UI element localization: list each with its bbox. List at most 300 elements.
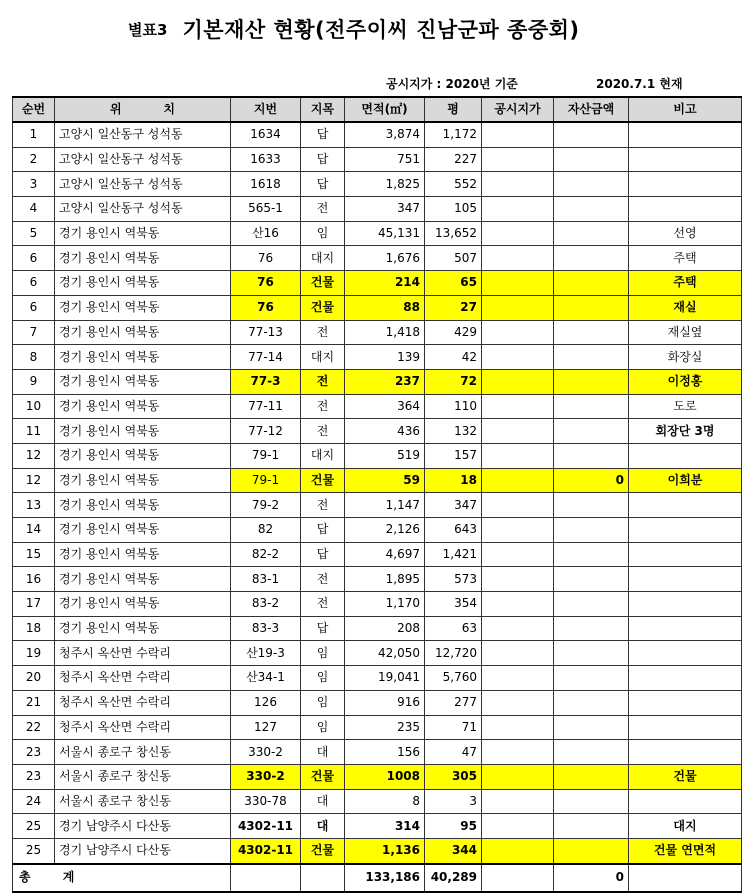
cell-area: 1,895	[345, 567, 425, 592]
cell-no: 15	[13, 542, 55, 567]
cell-location: 경기 용인시 역북동	[55, 221, 231, 246]
cell-area: 1008	[345, 764, 425, 789]
cell-lot: 330-2	[231, 764, 301, 789]
cell-location: 경기 용인시 역북동	[55, 320, 231, 345]
cell-price	[482, 690, 554, 715]
cell-no: 5	[13, 221, 55, 246]
page-title: 기본재산 현황(전주이씨 진남군파 종중회)	[182, 18, 580, 42]
cell-pyeong: 305	[425, 764, 482, 789]
cell-note	[629, 616, 742, 641]
cell-pyeong: 1,172	[425, 122, 482, 147]
cell-area: 8	[345, 789, 425, 814]
table-row	[13, 122, 742, 147]
cell-no: 19	[13, 641, 55, 666]
table-row	[13, 616, 742, 641]
cell-pyeong: 429	[425, 320, 482, 345]
cell-no: 14	[13, 518, 55, 543]
cell-lot: 79-2	[231, 493, 301, 518]
cell-lot: 76	[231, 271, 301, 296]
cell-location: 경기 용인시 역북동	[55, 345, 231, 370]
cell-category: 전	[301, 197, 345, 222]
cell-lot: 77-11	[231, 394, 301, 419]
cell-no: 11	[13, 419, 55, 444]
table-row	[13, 419, 742, 444]
cell-no: 6	[13, 271, 55, 296]
cell-note: 주택	[629, 271, 742, 296]
cell-no: 12	[13, 468, 55, 493]
cell-area: 1,170	[345, 592, 425, 617]
cell-location: 경기 용인시 역북동	[55, 443, 231, 468]
cell-price	[482, 147, 554, 172]
cell-no: 25	[13, 814, 55, 839]
col-header-category: 지목	[301, 97, 345, 122]
cell-asset: 0	[554, 468, 629, 493]
cell-lot: 산34-1	[231, 666, 301, 691]
cell-asset	[554, 814, 629, 839]
cell-location: 청주시 옥산면 수락리	[55, 690, 231, 715]
cell-area: 519	[345, 443, 425, 468]
cell-category: 임	[301, 221, 345, 246]
cell-lot: 79-1	[231, 468, 301, 493]
col-header-pyeong: 평	[425, 97, 482, 122]
table-row	[13, 468, 742, 493]
cell-no: 6	[13, 295, 55, 320]
table-row	[13, 814, 742, 839]
cell-lot: 127	[231, 715, 301, 740]
cell-pyeong: 132	[425, 419, 482, 444]
cell-no: 24	[13, 789, 55, 814]
cell-price	[482, 122, 554, 147]
cell-note	[629, 690, 742, 715]
cell-asset	[554, 542, 629, 567]
cell-location: 고양시 일산동구 성석동	[55, 172, 231, 197]
cell-note: 건물	[629, 764, 742, 789]
cell-no: 13	[13, 493, 55, 518]
cell-location: 고양시 일산동구 성석동	[55, 147, 231, 172]
cell-area: 436	[345, 419, 425, 444]
cell-pyeong: 110	[425, 394, 482, 419]
cell-asset	[554, 518, 629, 543]
cell-asset	[554, 419, 629, 444]
cell-price	[482, 320, 554, 345]
cell-note	[629, 443, 742, 468]
cell-price	[482, 295, 554, 320]
cell-category: 전	[301, 394, 345, 419]
cell-area: 19,041	[345, 666, 425, 691]
cell-pyeong: 27	[425, 295, 482, 320]
cell-category: 답	[301, 147, 345, 172]
cell-pyeong: 42	[425, 345, 482, 370]
cell-category: 전	[301, 567, 345, 592]
cell-area: 4,697	[345, 542, 425, 567]
price-basis: 공시지가 : 2020년 기준	[386, 77, 518, 91]
cell-note	[629, 147, 742, 172]
cell-note: 재실옆	[629, 320, 742, 345]
cell-note	[629, 518, 742, 543]
cell-lot: 83-2	[231, 592, 301, 617]
cell-price	[482, 592, 554, 617]
cell-location: 경기 남양주시 다산동	[55, 814, 231, 839]
property-table	[12, 96, 742, 893]
cell-asset	[554, 394, 629, 419]
cell-asset	[554, 246, 629, 271]
cell-lot: 565-1	[231, 197, 301, 222]
cell-price	[482, 518, 554, 543]
header-row	[13, 97, 742, 122]
cell-lot: 83-3	[231, 616, 301, 641]
cell-no: 6	[13, 246, 55, 271]
cell-no: 7	[13, 320, 55, 345]
cell-location: 청주시 옥산면 수락리	[55, 715, 231, 740]
cell-note: 건물 연면적	[629, 838, 742, 863]
cell-note	[629, 715, 742, 740]
cell-note	[629, 789, 742, 814]
cell-lot: 76	[231, 295, 301, 320]
col-header-note: 비고	[629, 97, 742, 122]
cell-price	[482, 172, 554, 197]
cell-lot: 4302-11	[231, 838, 301, 863]
cell-asset	[554, 295, 629, 320]
cell-lot: 1618	[231, 172, 301, 197]
col-header-location: 위 치	[55, 97, 231, 122]
cell-note	[629, 592, 742, 617]
cell-note	[629, 641, 742, 666]
cell-price	[482, 838, 554, 863]
table-row	[13, 764, 742, 789]
cell-location: 경기 남양주시 다산동	[55, 838, 231, 863]
cell-asset	[554, 567, 629, 592]
cell-price	[482, 764, 554, 789]
col-header-area: 면적(㎡)	[345, 97, 425, 122]
total-asset: 0	[554, 864, 629, 892]
cell-price	[482, 542, 554, 567]
cell-category: 전	[301, 493, 345, 518]
cell-category: 건물	[301, 838, 345, 863]
cell-price	[482, 493, 554, 518]
cell-asset	[554, 641, 629, 666]
cell-pyeong: 12,720	[425, 641, 482, 666]
cell-price	[482, 246, 554, 271]
cell-category: 답	[301, 172, 345, 197]
table-row	[13, 271, 742, 296]
cell-asset	[554, 443, 629, 468]
cell-location: 경기 용인시 역북동	[55, 271, 231, 296]
table-row	[13, 197, 742, 222]
cell-lot: 83-1	[231, 567, 301, 592]
cell-area: 59	[345, 468, 425, 493]
cell-pyeong: 18	[425, 468, 482, 493]
document-title	[128, 14, 580, 44]
col-header-price: 공시지가	[482, 97, 554, 122]
cell-category: 대지	[301, 345, 345, 370]
cell-location: 청주시 옥산면 수락리	[55, 641, 231, 666]
cell-no: 18	[13, 616, 55, 641]
cell-price	[482, 369, 554, 394]
cell-location: 서울시 종로구 창신동	[55, 764, 231, 789]
table-row	[13, 789, 742, 814]
table-row	[13, 295, 742, 320]
cell-note	[629, 567, 742, 592]
cell-note: 선영	[629, 221, 742, 246]
cell-pyeong: 157	[425, 443, 482, 468]
cell-location: 경기 용인시 역북동	[55, 369, 231, 394]
table-row	[13, 542, 742, 567]
cell-no: 4	[13, 197, 55, 222]
cell-lot: 126	[231, 690, 301, 715]
table-row	[13, 221, 742, 246]
cell-asset	[554, 789, 629, 814]
cell-category: 전	[301, 419, 345, 444]
cell-location: 경기 용인시 역북동	[55, 592, 231, 617]
cell-pyeong: 573	[425, 567, 482, 592]
cell-pyeong: 71	[425, 715, 482, 740]
cell-area: 364	[345, 394, 425, 419]
cell-no: 25	[13, 838, 55, 863]
cell-area: 314	[345, 814, 425, 839]
cell-area: 1,676	[345, 246, 425, 271]
cell-note: 주택	[629, 246, 742, 271]
cell-no: 3	[13, 172, 55, 197]
cell-asset	[554, 320, 629, 345]
cell-note: 대지	[629, 814, 742, 839]
cell-category: 임	[301, 666, 345, 691]
cell-no: 10	[13, 394, 55, 419]
table-row	[13, 740, 742, 765]
cell-price	[482, 740, 554, 765]
cell-price	[482, 641, 554, 666]
cell-pyeong: 5,760	[425, 666, 482, 691]
total-pyeong: 40,289	[425, 864, 482, 892]
cell-category: 전	[301, 369, 345, 394]
cell-location: 경기 용인시 역북동	[55, 493, 231, 518]
cell-price	[482, 715, 554, 740]
cell-pyeong: 347	[425, 493, 482, 518]
cell-price	[482, 221, 554, 246]
cell-lot: 1633	[231, 147, 301, 172]
cell-lot: 77-3	[231, 369, 301, 394]
cell-lot: 77-13	[231, 320, 301, 345]
cell-category: 답	[301, 542, 345, 567]
cell-price	[482, 814, 554, 839]
cell-area: 3,874	[345, 122, 425, 147]
cell-category: 건물	[301, 764, 345, 789]
table-row	[13, 172, 742, 197]
cell-area: 235	[345, 715, 425, 740]
table-row	[13, 567, 742, 592]
cell-price	[482, 419, 554, 444]
cell-no: 2	[13, 147, 55, 172]
cell-location: 경기 용인시 역북동	[55, 468, 231, 493]
cell-note: 화장실	[629, 345, 742, 370]
cell-lot: 330-2	[231, 740, 301, 765]
cell-location: 청주시 옥산면 수락리	[55, 666, 231, 691]
table-row	[13, 838, 742, 863]
cell-area: 88	[345, 295, 425, 320]
cell-no: 12	[13, 443, 55, 468]
cell-pyeong: 13,652	[425, 221, 482, 246]
cell-location: 경기 용인시 역북동	[55, 295, 231, 320]
cell-pyeong: 65	[425, 271, 482, 296]
cell-asset	[554, 666, 629, 691]
cell-price	[482, 197, 554, 222]
cell-area: 208	[345, 616, 425, 641]
cell-location: 고양시 일산동구 성석동	[55, 122, 231, 147]
cell-pyeong: 643	[425, 518, 482, 543]
cell-area: 916	[345, 690, 425, 715]
cell-asset	[554, 221, 629, 246]
cell-pyeong: 507	[425, 246, 482, 271]
cell-note	[629, 740, 742, 765]
cell-asset	[554, 122, 629, 147]
cell-price	[482, 468, 554, 493]
table-row	[13, 715, 742, 740]
cell-pyeong: 63	[425, 616, 482, 641]
table-row	[13, 345, 742, 370]
cell-no: 1	[13, 122, 55, 147]
cell-no: 21	[13, 690, 55, 715]
cell-price	[482, 394, 554, 419]
cell-pyeong: 227	[425, 147, 482, 172]
cell-pyeong: 1,421	[425, 542, 482, 567]
cell-asset	[554, 271, 629, 296]
col-header-lot: 지번	[231, 97, 301, 122]
cell-area: 45,131	[345, 221, 425, 246]
cell-note: 이정홍	[629, 369, 742, 394]
cell-no: 23	[13, 740, 55, 765]
cell-category: 전	[301, 592, 345, 617]
table-row	[13, 394, 742, 419]
total-label: 총 계	[13, 864, 231, 892]
cell-lot: 산19-3	[231, 641, 301, 666]
cell-location: 서울시 종로구 창신동	[55, 789, 231, 814]
cell-note	[629, 666, 742, 691]
col-header-no: 순번	[13, 97, 55, 122]
table-row	[13, 443, 742, 468]
table-row	[13, 493, 742, 518]
cell-note: 재실	[629, 295, 742, 320]
cell-category: 대	[301, 740, 345, 765]
cell-asset	[554, 493, 629, 518]
cell-asset	[554, 369, 629, 394]
cell-note: 회장단 3명	[629, 419, 742, 444]
cell-pyeong: 277	[425, 690, 482, 715]
cell-lot: 79-1	[231, 443, 301, 468]
cell-category: 답	[301, 518, 345, 543]
cell-asset	[554, 172, 629, 197]
cell-pyeong: 552	[425, 172, 482, 197]
cell-note	[629, 122, 742, 147]
cell-category: 임	[301, 715, 345, 740]
cell-category: 대지	[301, 246, 345, 271]
cell-lot: 산16	[231, 221, 301, 246]
cell-category: 대지	[301, 443, 345, 468]
cell-price	[482, 271, 554, 296]
table-row	[13, 592, 742, 617]
table-row	[13, 147, 742, 172]
cell-pyeong: 344	[425, 838, 482, 863]
cell-no: 20	[13, 666, 55, 691]
table-row	[13, 320, 742, 345]
table-label: 별표3	[128, 21, 168, 39]
cell-area: 214	[345, 271, 425, 296]
cell-area: 1,418	[345, 320, 425, 345]
cell-location: 경기 용인시 역북동	[55, 246, 231, 271]
cell-pyeong: 354	[425, 592, 482, 617]
cell-location: 고양시 일산동구 성석동	[55, 197, 231, 222]
cell-asset	[554, 740, 629, 765]
cell-location: 경기 용인시 역북동	[55, 419, 231, 444]
cell-location: 경기 용인시 역북동	[55, 567, 231, 592]
cell-location: 경기 용인시 역북동	[55, 518, 231, 543]
cell-note	[629, 493, 742, 518]
cell-lot: 76	[231, 246, 301, 271]
cell-pyeong: 3	[425, 789, 482, 814]
cell-asset	[554, 345, 629, 370]
cell-asset	[554, 764, 629, 789]
col-header-asset: 자산금액	[554, 97, 629, 122]
cell-asset	[554, 838, 629, 863]
table-row	[13, 369, 742, 394]
cell-pyeong: 95	[425, 814, 482, 839]
cell-price	[482, 666, 554, 691]
cell-category: 답	[301, 616, 345, 641]
cell-area: 42,050	[345, 641, 425, 666]
cell-category: 건물	[301, 295, 345, 320]
cell-category: 대	[301, 789, 345, 814]
table-row	[13, 518, 742, 543]
cell-area: 751	[345, 147, 425, 172]
cell-asset	[554, 616, 629, 641]
cell-area: 2,126	[345, 518, 425, 543]
cell-location: 경기 용인시 역북동	[55, 616, 231, 641]
table-row	[13, 666, 742, 691]
cell-category: 임	[301, 641, 345, 666]
cell-category: 답	[301, 122, 345, 147]
cell-pyeong: 105	[425, 197, 482, 222]
cell-category: 전	[301, 320, 345, 345]
cell-lot: 4302-11	[231, 814, 301, 839]
cell-price	[482, 443, 554, 468]
cell-price	[482, 616, 554, 641]
total-area: 133,186	[345, 864, 425, 892]
cell-category: 대	[301, 814, 345, 839]
cell-lot: 82	[231, 518, 301, 543]
cell-price	[482, 567, 554, 592]
cell-no: 22	[13, 715, 55, 740]
cell-no: 17	[13, 592, 55, 617]
cell-area: 347	[345, 197, 425, 222]
cell-lot: 77-12	[231, 419, 301, 444]
table-row	[13, 690, 742, 715]
cell-lot: 77-14	[231, 345, 301, 370]
cell-asset	[554, 592, 629, 617]
cell-no: 16	[13, 567, 55, 592]
cell-category: 건물	[301, 468, 345, 493]
cell-location: 서울시 종로구 창신동	[55, 740, 231, 765]
cell-area: 1,147	[345, 493, 425, 518]
cell-asset	[554, 147, 629, 172]
cell-price	[482, 789, 554, 814]
cell-location: 경기 용인시 역북동	[55, 394, 231, 419]
cell-no: 8	[13, 345, 55, 370]
table-row	[13, 246, 742, 271]
cell-area: 139	[345, 345, 425, 370]
cell-note: 도로	[629, 394, 742, 419]
cell-lot: 82-2	[231, 542, 301, 567]
cell-area: 1,825	[345, 172, 425, 197]
cell-asset	[554, 197, 629, 222]
cell-note	[629, 197, 742, 222]
